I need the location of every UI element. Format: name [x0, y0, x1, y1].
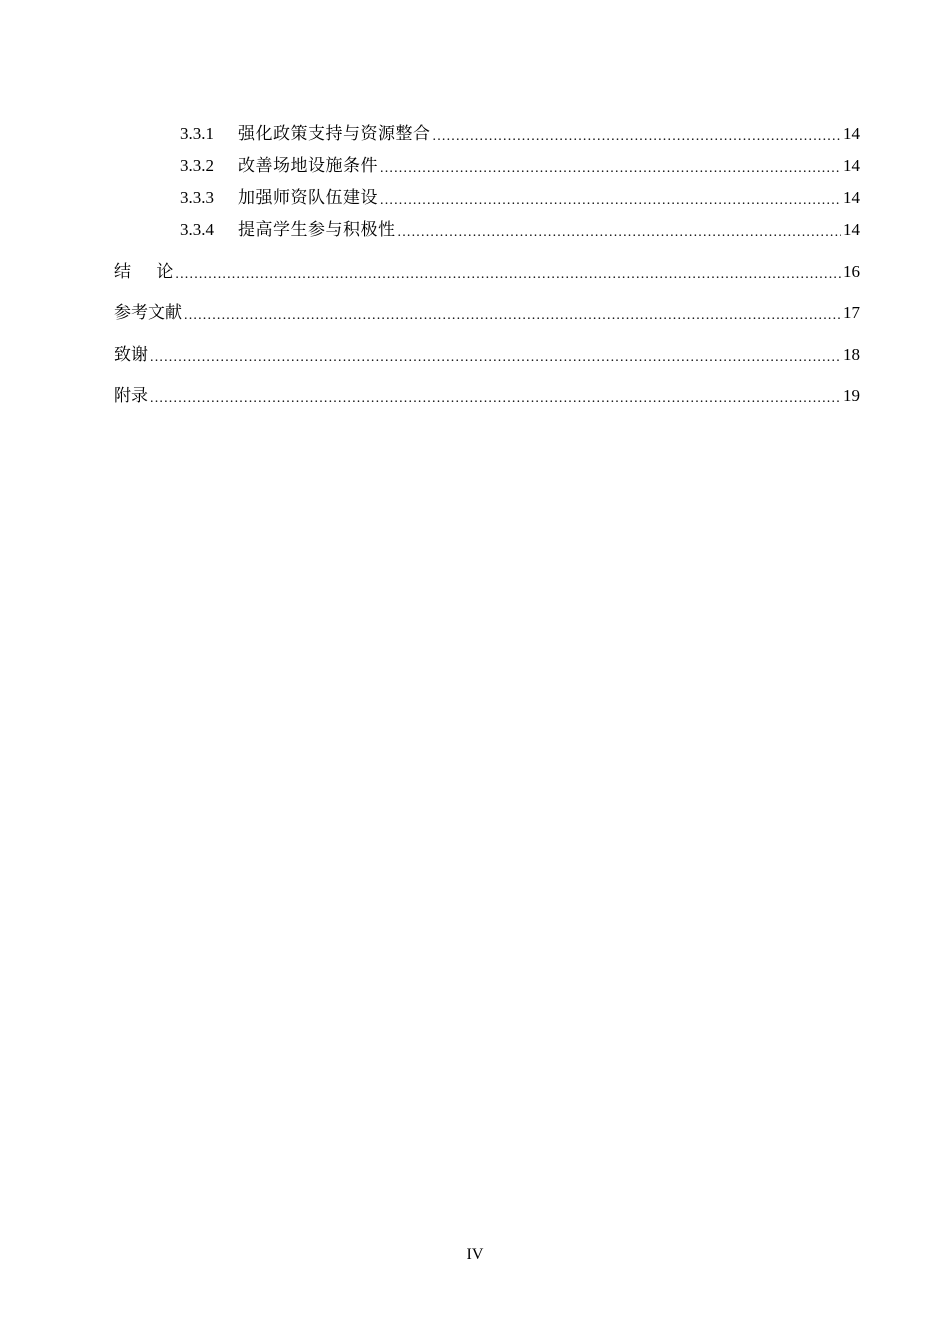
dot-leader — [150, 346, 841, 370]
toc-entry-title: 参考文献 — [114, 303, 182, 324]
toc-entry-number: 3.3.2 — [180, 156, 214, 175]
dot-leader — [184, 304, 841, 328]
toc-entry-title: 附录 — [114, 386, 148, 407]
table-of-contents — [114, 118, 860, 417]
dot-leader — [433, 125, 842, 149]
dot-leader — [150, 387, 841, 411]
toc-entry-page: 14 — [843, 188, 860, 207]
page-footer-number: IV — [466, 1246, 484, 1263]
toc-entry-title: 提高学生参与积极性 — [238, 220, 396, 240]
toc-entry-3-3-2[interactable] — [180, 150, 860, 182]
toc-entry-page: 14 — [843, 124, 860, 143]
dot-leader — [398, 221, 842, 245]
toc-entry-title: 改善场地设施条件 — [238, 156, 378, 176]
dot-leader — [175, 263, 841, 287]
toc-entry-page: 14 — [843, 156, 860, 175]
toc-entry-page: 16 — [843, 261, 860, 281]
toc-entry-number: 3.3.3 — [180, 188, 214, 207]
toc-entry-appendix[interactable] — [114, 376, 860, 418]
toc-entry-title: 加强师资队伍建设 — [238, 188, 378, 208]
toc-entry-number: 3.3.4 — [180, 220, 214, 239]
dot-leader — [380, 189, 841, 213]
toc-entry-acknowledgements[interactable] — [114, 334, 860, 376]
toc-entry-page: 18 — [843, 344, 860, 364]
toc-entry-page: 17 — [843, 303, 860, 323]
toc-entry-references[interactable] — [114, 293, 860, 335]
toc-entry-conclusion[interactable] — [114, 251, 860, 293]
toc-entry-title: 致谢 — [114, 344, 148, 365]
toc-entry-3-3-1[interactable] — [180, 118, 860, 150]
toc-entry-3-3-4[interactable] — [180, 214, 860, 246]
toc-entry-page: 14 — [843, 220, 860, 239]
toc-entry-3-3-3[interactable] — [180, 182, 860, 214]
toc-entry-page: 19 — [843, 386, 860, 406]
dot-leader — [380, 157, 841, 181]
toc-entry-title: 强化政策支持与资源整合 — [238, 124, 431, 144]
toc-entry-title: 结 论 — [114, 261, 174, 282]
toc-entry-number: 3.3.1 — [180, 124, 214, 143]
